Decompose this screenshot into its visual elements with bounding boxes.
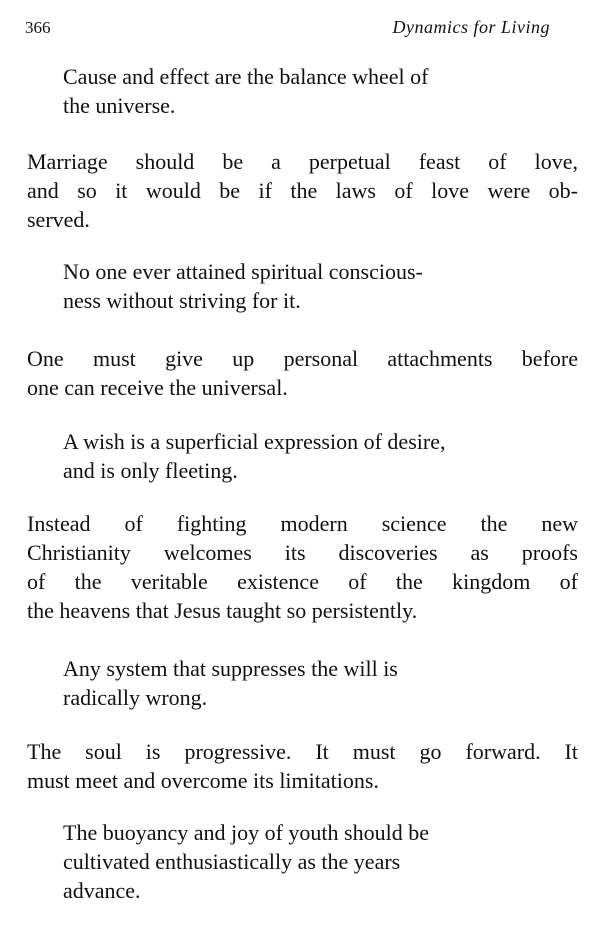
text-line: served. [27,207,90,232]
aphorism-paragraph [63,62,428,120]
text-line: advance. [63,878,141,903]
page-number: 366 [25,18,51,37]
text-line: radically wrong. [63,685,208,710]
aphorism-paragraph [27,737,578,795]
aphorism-paragraph [63,427,445,485]
text-line: One must give up personal attachments before [27,346,578,371]
text-line: Cause and effect are the balance wheel of [63,64,429,89]
text-line: No one ever attained spiritual conscious- [63,259,423,284]
running-title: Dynamics for Living [392,17,550,37]
text-line: Christianity welcomes its discoveries as proofs [27,540,578,565]
text-line: The buoyancy and joy of youth should be [63,820,429,845]
text-line: Any system that suppresses the will is [63,656,398,681]
text-line: Instead of fighting modern science the new [27,511,578,536]
text-line: the universe. [63,93,176,118]
text-line: Marriage should be a perpetual feast of love, [27,149,578,174]
text-line: A wish is a superficial expression of desire, [63,429,446,454]
text-line: one can receive the universal. [27,375,288,400]
aphorism-paragraph [27,344,578,402]
text-line: the heavens that Jesus taught so persistently. [27,598,418,623]
text-line: cultivated enthusiastically as the years [63,849,401,874]
text-line: must meet and overcome its limitations. [27,768,379,793]
text-line: The soul is progressive. It must go forward. It [27,739,578,764]
aphorism-paragraph [63,257,423,315]
text-line: of the veritable existence of the kingdom of [27,569,578,594]
aphorism-paragraph [63,818,429,905]
aphorism-paragraph [27,509,578,625]
aphorism-paragraph [27,147,578,234]
aphorism-paragraph [63,654,398,712]
text-line: and so it would be if the laws of love were ob- [27,178,578,203]
text-line: ness without striving for it. [63,288,301,313]
text-line: and is only fleeting. [63,458,238,483]
